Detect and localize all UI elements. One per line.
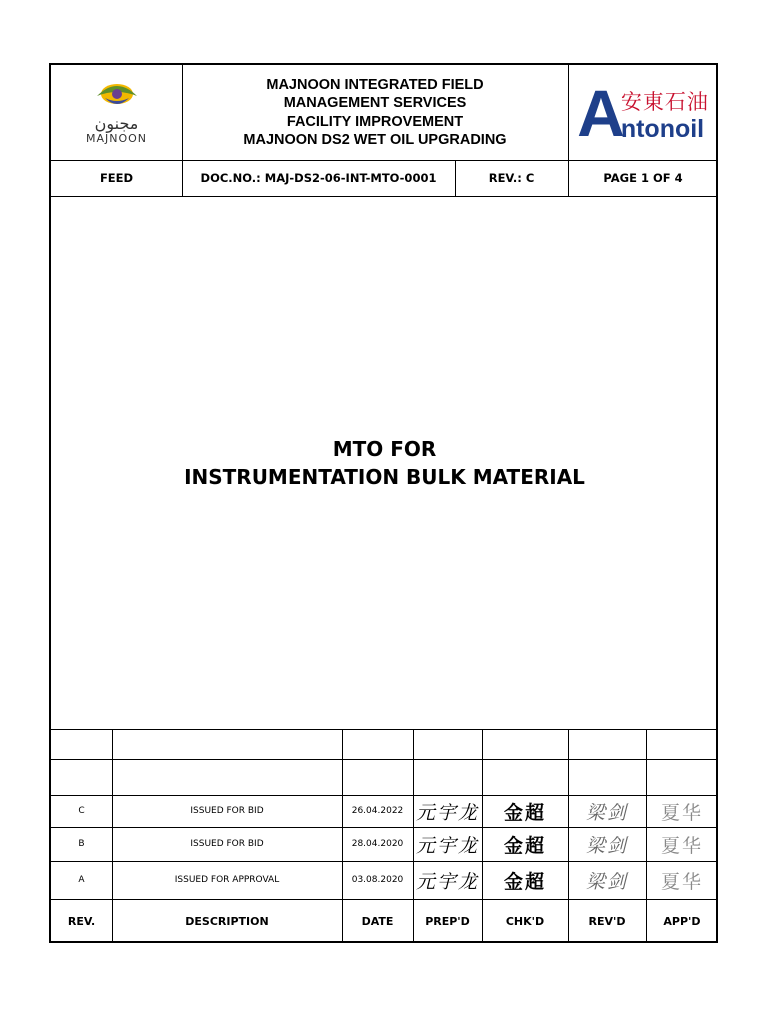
checked-signature: 金超 [503, 801, 546, 824]
document-title-line-1: MTO FOR [332, 436, 437, 461]
antonoil-logo [568, 65, 718, 160]
checked-header: CHK'D [505, 914, 545, 928]
approved-header: APP'D [663, 914, 701, 928]
description-cell: ISSUED FOR APPROVAL [174, 875, 280, 885]
page-number: PAGE 1 OF 4 [603, 171, 683, 185]
approved-signature: 夏华 [660, 801, 703, 824]
rev-cell: B [78, 839, 85, 849]
document-title [51, 196, 718, 729]
rev-cell: A [78, 875, 85, 885]
description-cell: ISSUED FOR BID [190, 839, 264, 849]
project-title-line-3: FACILITY IMPROVEMENT [286, 113, 464, 130]
project-title [182, 65, 568, 160]
reviewed-signature: 梁剑 [585, 834, 628, 857]
document-number: DOC.NO.: MAJ-DS2-06-INT-MTO-0001 [200, 171, 437, 185]
description-cell: ISSUED FOR BID [190, 806, 264, 816]
date-cell: 28.04.2020 [351, 839, 404, 849]
majnoon-logo [51, 65, 182, 160]
date-cell: 26.04.2022 [351, 806, 404, 816]
document-title-line-2: INSTRUMENTATION BULK MATERIAL [184, 464, 585, 489]
approved-signature: 夏华 [660, 834, 703, 857]
revision-label: REV.: C [488, 171, 535, 185]
majnoon-logo-text: MAJNOON [85, 132, 148, 145]
antonoil-logo-text: ntonoil [620, 114, 705, 143]
majnoon-arabic-text: مجنون [94, 114, 139, 133]
project-title-line-2: MANAGEMENT SERVICES [283, 95, 467, 111]
reviewed-signature: 梁剑 [585, 801, 628, 824]
description-header: DESCRIPTION [185, 914, 269, 928]
checked-signature: 金超 [503, 834, 546, 857]
project-title-line-1: MAJNOON INTEGRATED FIELD [266, 76, 484, 93]
antonoil-chinese-text: 安東石油 [620, 89, 709, 114]
prepared-signature: 元宇龙 [415, 870, 479, 893]
prepared-header: PREP'D [425, 914, 470, 928]
document-sheet [49, 63, 718, 943]
approved-signature: 夏华 [660, 870, 703, 893]
date-cell: 03.08.2020 [351, 875, 404, 885]
antonoil-initial: A [577, 75, 625, 150]
date-header: DATE [361, 914, 394, 928]
reviewed-header: REV'D [588, 914, 626, 928]
prepared-signature: 元宇龙 [415, 834, 479, 857]
prepared-signature: 元宇龙 [415, 801, 479, 824]
rev-header: REV. [67, 914, 96, 928]
phase-label: FEED [99, 171, 134, 185]
project-title-line-4: MAJNOON DS2 WET OIL UPGRADING [243, 132, 507, 148]
majnoon-emblem-icon [87, 80, 147, 114]
rev-cell: C [78, 806, 85, 816]
checked-signature: 金超 [503, 870, 546, 893]
reviewed-signature: 梁剑 [585, 870, 628, 893]
